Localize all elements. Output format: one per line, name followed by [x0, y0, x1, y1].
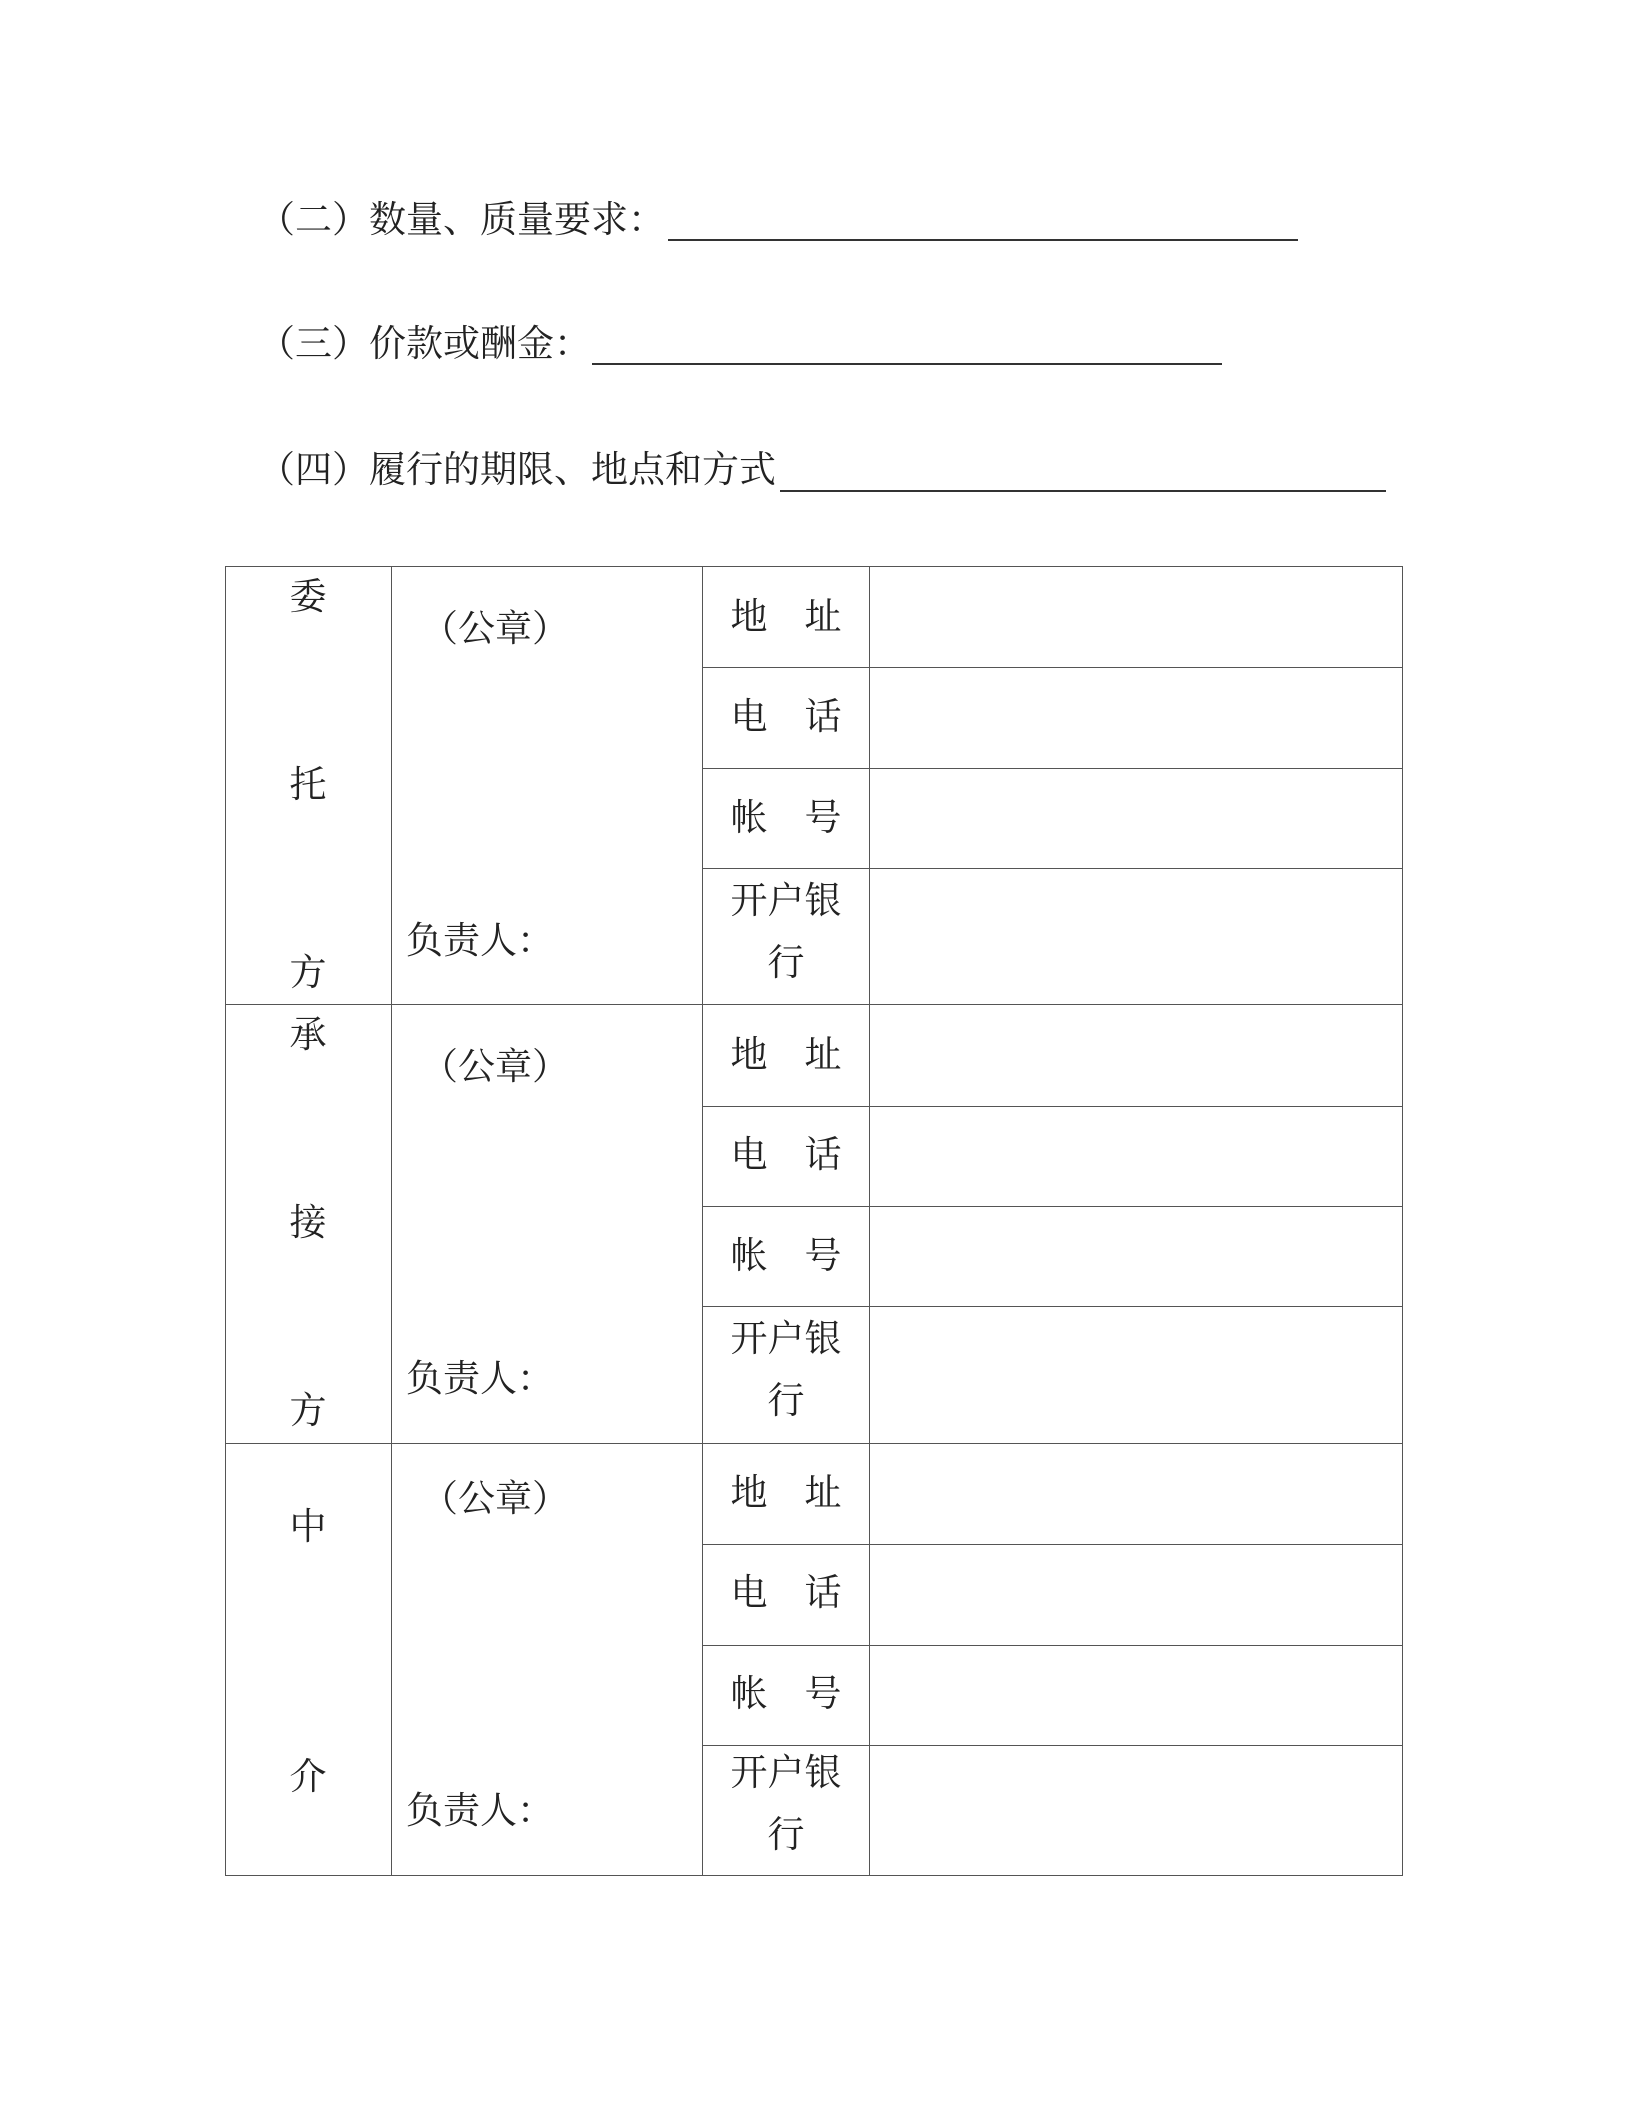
party-name-char: 中: [289, 1505, 327, 1548]
group-separator: [226, 1443, 1402, 1444]
bank-label-line1: 开户银: [730, 1317, 842, 1360]
person-in-charge-label: 负责人：: [406, 1357, 554, 1400]
account-label: 帐 号: [730, 1234, 842, 1277]
row-separator: [702, 768, 1402, 769]
bank-label-line2: 行: [767, 1379, 805, 1422]
address-label: 地 址: [730, 1471, 842, 1514]
row-separator: [702, 1645, 1402, 1646]
party-name-char: 方: [289, 951, 327, 994]
row-separator: [702, 1745, 1402, 1746]
quantity-quality-label: （二）数量、质量要求：: [258, 198, 665, 241]
party-name-char: 方: [289, 1389, 327, 1432]
quantity-quality-blank[interactable]: [668, 239, 1298, 241]
performance-blank[interactable]: [780, 490, 1386, 492]
bank-label-line2: 行: [767, 941, 805, 984]
group-separator: [226, 1004, 1402, 1005]
address-label: 地 址: [730, 1033, 842, 1076]
row-separator: [702, 667, 1402, 668]
row-separator: [702, 868, 1402, 869]
table-divider: [391, 567, 392, 1875]
price-blank[interactable]: [592, 363, 1222, 365]
party-name-char: 托: [289, 763, 327, 806]
person-in-charge-label: 负责人：: [406, 919, 554, 962]
party-info-table: [225, 566, 1403, 1876]
seal-label: （公章）: [421, 607, 569, 650]
phone-label: 电 话: [730, 695, 842, 738]
price-label: （三）价款或酬金：: [258, 322, 591, 365]
person-in-charge-label: 负责人：: [406, 1789, 554, 1832]
bank-label-line2: 行: [767, 1813, 805, 1856]
party-name-char: 承: [289, 1013, 327, 1056]
seal-label: （公章）: [421, 1477, 569, 1520]
bank-label-line1: 开户银: [730, 879, 842, 922]
account-label: 帐 号: [730, 796, 842, 839]
row-separator: [702, 1106, 1402, 1107]
account-label: 帐 号: [730, 1672, 842, 1715]
phone-label: 电 话: [730, 1571, 842, 1614]
bank-label-line1: 开户银: [730, 1751, 842, 1794]
performance-label: （四）履行的期限、地点和方式: [258, 448, 776, 491]
row-separator: [702, 1206, 1402, 1207]
row-separator: [702, 1544, 1402, 1545]
party-name-char: 介: [289, 1755, 327, 1798]
phone-label: 电 话: [730, 1133, 842, 1176]
seal-label: （公章）: [421, 1045, 569, 1088]
party-name-char: 委: [289, 575, 327, 618]
party-name-char: 接: [289, 1201, 327, 1244]
address-label: 地 址: [730, 595, 842, 638]
row-separator: [702, 1306, 1402, 1307]
